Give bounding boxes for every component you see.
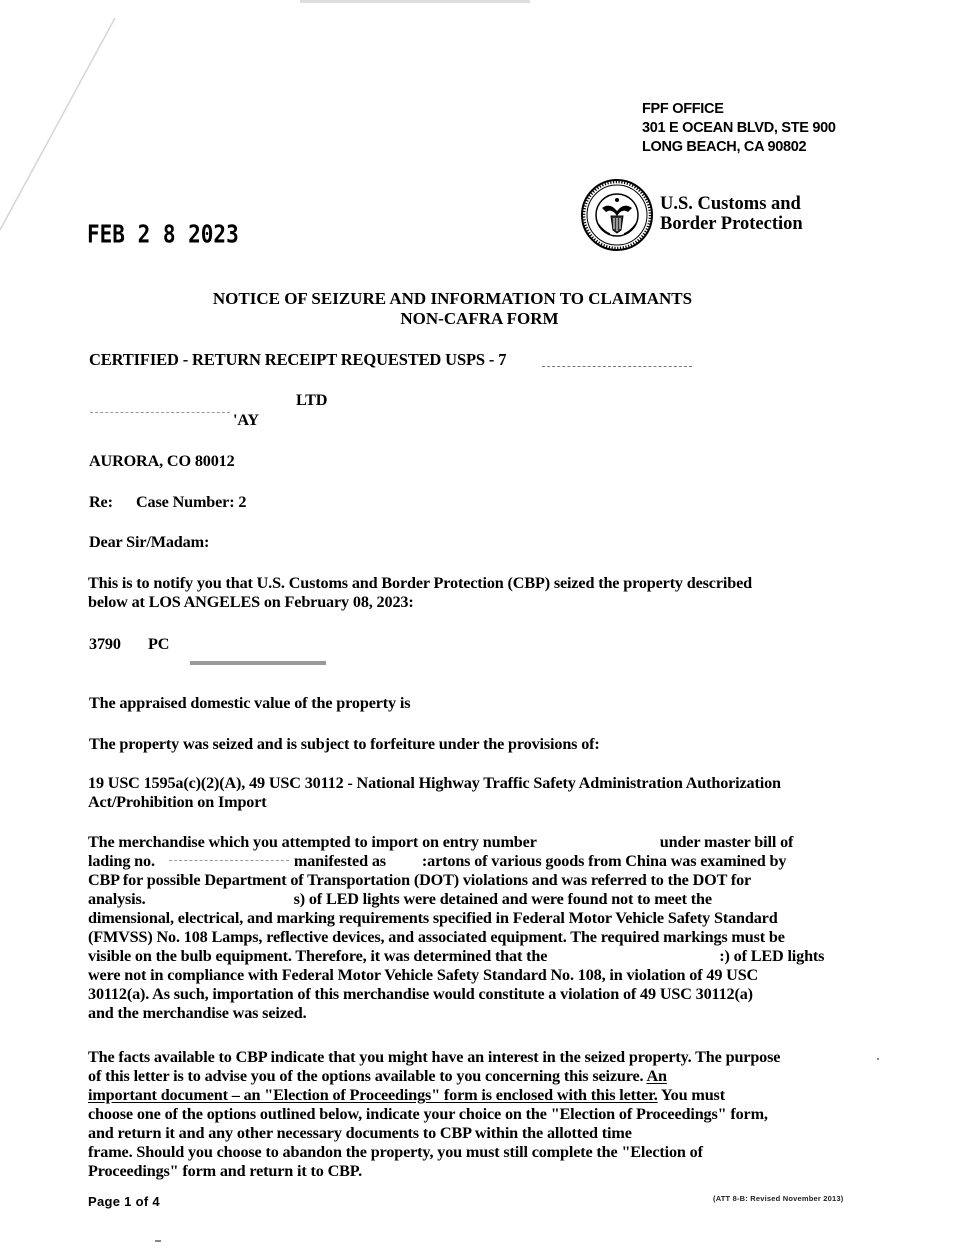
notify-line-1: This is to notify you that U.S. Customs and Border Protection (CBP) seized the property described bbox=[88, 574, 752, 592]
merch-line-1b: under master bill of bbox=[659, 833, 794, 851]
certified-mail-line: CERTIFIED - RETURN RECEIPT REQUESTED USPS - 7 bbox=[89, 350, 507, 369]
cbp-seal-icon bbox=[580, 178, 654, 252]
office-line-2: 301 E OCEAN BLVD, STE 900 bbox=[642, 120, 836, 136]
address-line-2: 'AY bbox=[233, 411, 259, 429]
election-form-notice: important document – an "Election of Proceedings" form is enclosed with this letter. bbox=[88, 1086, 658, 1104]
merch-line-2a: lading no. bbox=[88, 852, 155, 870]
appraised-value-line: The appraised domestic value of the property is bbox=[89, 694, 411, 712]
address-line-1: LTD bbox=[296, 391, 328, 409]
agency-line-2: Border Protection bbox=[660, 214, 803, 234]
scan-speck bbox=[155, 1240, 161, 1242]
redacted-description-remnant bbox=[190, 661, 326, 665]
notify-paragraph bbox=[88, 574, 868, 612]
merch-line-2b: manifested as bbox=[293, 852, 386, 870]
address-city: AURORA, CO 80012 bbox=[89, 452, 235, 470]
page-number: Page 1 of 4 bbox=[88, 1194, 160, 1209]
facts-line-7: Proceedings" form and return it to CBP. bbox=[88, 1162, 362, 1180]
notify-line-2: below at LOS ANGELES on February 08, 2023: bbox=[88, 593, 414, 611]
merch-line-6: (FMVSS) No. 108 Lamps, reflective devices, and associated equipment. The required markings must be bbox=[88, 928, 785, 946]
merch-line-1a: The merchandise which you attempted to import on entry number bbox=[88, 833, 537, 851]
merchandise-paragraph bbox=[88, 833, 868, 1023]
form-revision: (ATT 8-B: Revised November 2013) bbox=[713, 1194, 844, 1203]
merch-line-9: 30112(a). As such, importation of this merchandise would constitute a violation of 49 USC 30112(a) bbox=[88, 985, 753, 1003]
case-number: Case Number: 2 bbox=[136, 493, 247, 511]
redacted-tracking-number bbox=[542, 366, 692, 367]
facts-line-2a: of this letter is to advise you of the options available to you concerning this seizure. bbox=[88, 1067, 647, 1085]
property-unit: PC bbox=[148, 635, 170, 653]
scan-artifact-line bbox=[0, 0, 130, 240]
facts-line-5: and return it and any other necessary documents to CBP within the allotted time bbox=[88, 1124, 632, 1142]
agency-line-1: U.S. Customs and bbox=[660, 194, 801, 214]
facts-line-4: choose one of the options outlined below, indicate your choice on the "Election of Proceedings" form, bbox=[88, 1105, 768, 1123]
merch-line-2c: :artons of various goods from China was examined by bbox=[421, 852, 787, 870]
date-stamp: FEB 2 8 2023 bbox=[87, 220, 239, 249]
office-line-1: FPF OFFICE bbox=[642, 101, 724, 117]
agency-name bbox=[660, 194, 803, 234]
merch-line-4a: analysis. bbox=[88, 890, 146, 908]
scan-speck-2 bbox=[877, 1058, 879, 1060]
notice-title bbox=[0, 289, 971, 329]
title-line-2: NON-CAFRA FORM bbox=[400, 309, 559, 328]
salutation: Dear Sir/Madam: bbox=[89, 533, 210, 551]
office-line-3: LONG BEACH, CA 90802 bbox=[642, 139, 807, 155]
statute-line-1: 19 USC 1595a(c)(2)(A), 49 USC 30112 - National Highway Traffic Safety Administration Authorization bbox=[88, 774, 781, 792]
facts-line-2-underlined: An bbox=[646, 1067, 667, 1085]
scan-artifact-top bbox=[300, 0, 530, 3]
title-line-1: NOTICE OF SEIZURE AND INFORMATION TO CLAIMANTS bbox=[212, 289, 693, 308]
merch-line-7a: visible on the bulb equipment. Therefore, it was determined that the bbox=[88, 947, 548, 965]
redacted-recipient-name bbox=[90, 412, 230, 413]
merch-line-8: were not in compliance with Federal Motor Vehicle Safety Standard No. 108, in violation of 49 USC bbox=[88, 966, 759, 984]
merch-line-5: dimensional, electrical, and marking requirements specified in Federal Motor Vehicle Safety Standard bbox=[88, 909, 778, 927]
merch-line-7b: :) of LED lights bbox=[719, 947, 825, 965]
facts-line-3b: You must bbox=[657, 1086, 725, 1104]
provisions-intro: The property was seized and is subject to forfeiture under the provisions of: bbox=[89, 735, 600, 753]
redacted-bill-number bbox=[169, 860, 289, 861]
property-qty: 3790 bbox=[89, 635, 121, 653]
merch-line-10: and the merchandise was seized. bbox=[88, 1004, 307, 1022]
re-label: Re: bbox=[89, 493, 113, 511]
office-address bbox=[642, 100, 836, 157]
statute-paragraph bbox=[88, 774, 868, 812]
merch-line-4b: s) of LED lights were detained and were found not to meet the bbox=[293, 890, 712, 908]
merch-line-3: CBP for possible Department of Transportation (DOT) violations and was referred to the DOT for bbox=[88, 871, 752, 889]
facts-line-1: The facts available to CBP indicate that you might have an interest in the seized property. The purpose bbox=[88, 1048, 781, 1066]
facts-paragraph bbox=[88, 1048, 868, 1181]
facts-line-6: frame. Should you choose to abandon the property, you must still complete the "Election of bbox=[88, 1143, 703, 1161]
statute-line-2: Act/Prohibition on Import bbox=[88, 793, 267, 811]
